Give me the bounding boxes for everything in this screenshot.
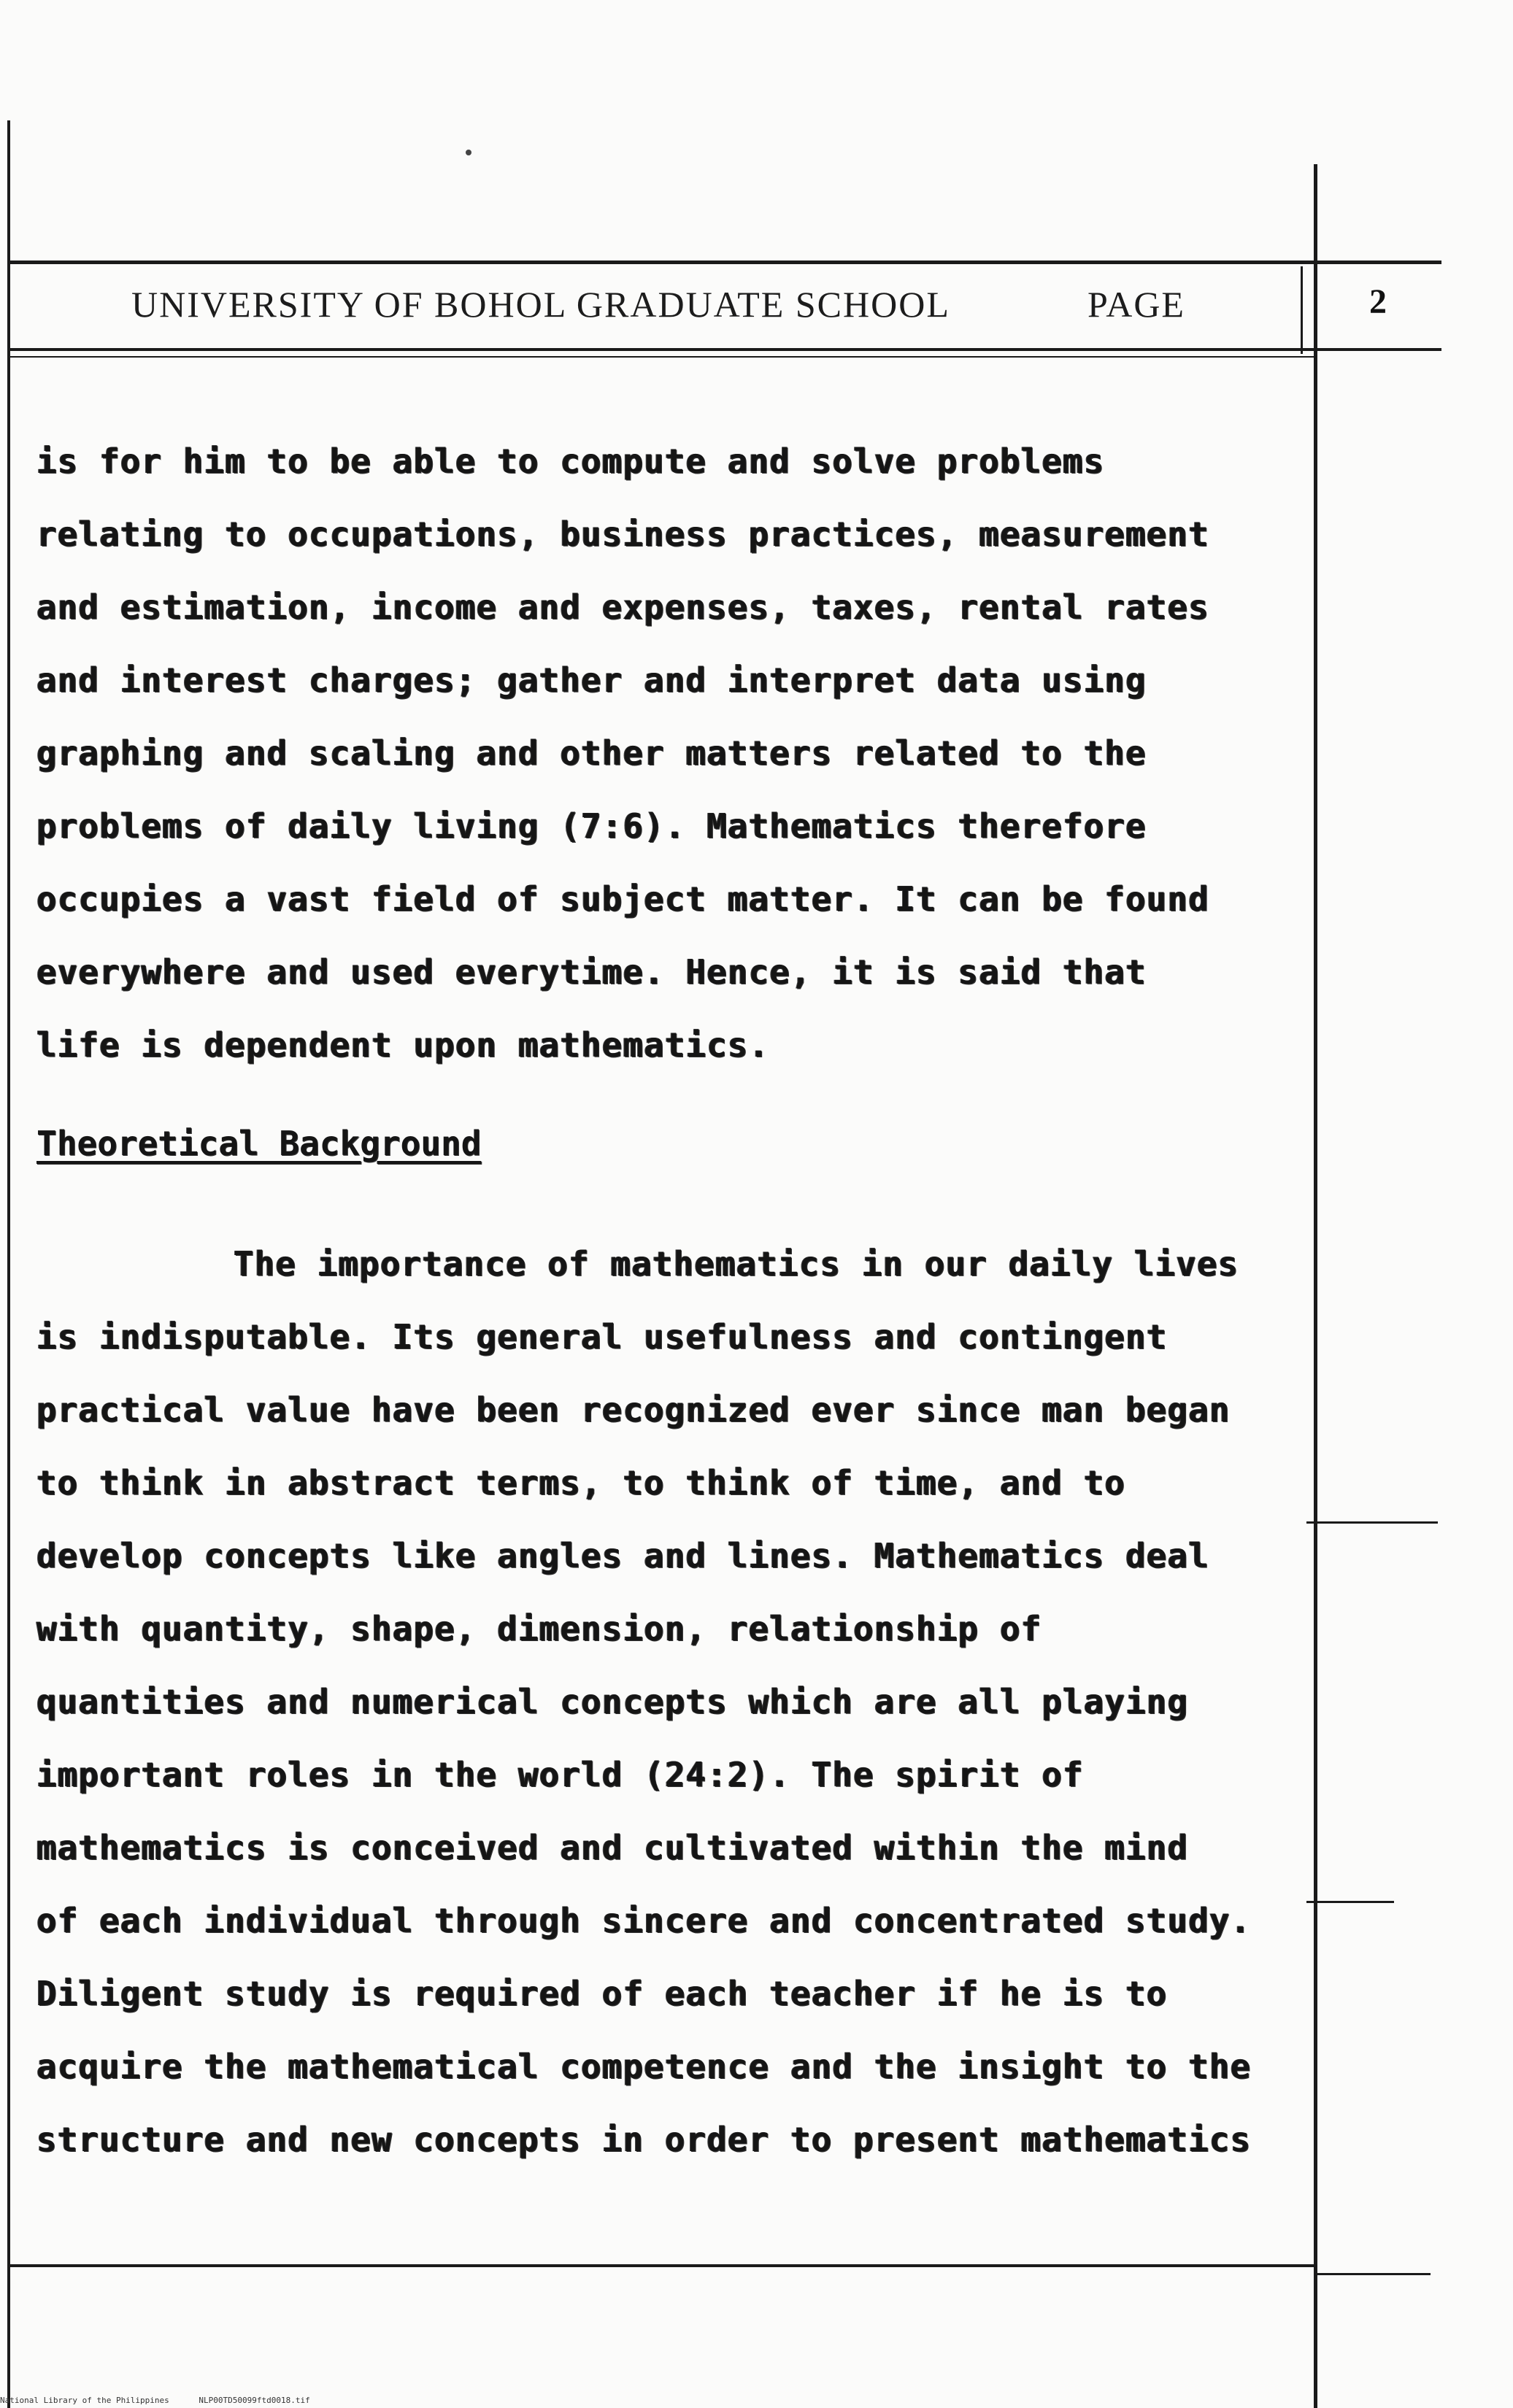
text-line: is indisputable. Its general usefulness and contingent bbox=[36, 1317, 1168, 1357]
text-line: to think in abstract terms, to think of time, and to bbox=[36, 1463, 1126, 1502]
footer-library: National Library of the Philippines bbox=[0, 2396, 169, 2405]
section-heading: Theoretical Background bbox=[36, 1124, 482, 1163]
left-margin-rule bbox=[7, 120, 10, 2408]
outer-right-rule bbox=[1301, 266, 1303, 354]
text-line: develop concepts like angles and lines. Mathematics deal bbox=[36, 1536, 1209, 1575]
text-line: mathematics is conceived and cultivated within the mind bbox=[36, 1828, 1189, 1867]
text-line: is for him to be able to compute and solve problems bbox=[36, 441, 1105, 481]
footer-filename: NLP00TD50099ftd0018.tif bbox=[199, 2396, 310, 2405]
text-line: life is dependent upon mathematics. bbox=[36, 1025, 770, 1065]
footer-rule bbox=[7, 2264, 1314, 2267]
text-line: important roles in the world (24:2). The spirit of bbox=[36, 1755, 1084, 1794]
text-line: occupies a vast field of subject matter. It can be found bbox=[36, 879, 1209, 919]
text-line: structure and new concepts in order to present mathematics bbox=[36, 2120, 1252, 2159]
text-line: acquire the mathematical competence and the insight to the bbox=[36, 2047, 1252, 2086]
text-line: quantities and numerical concepts which are all playing bbox=[36, 1682, 1189, 1721]
text-line: graphing and scaling and other matters related to the bbox=[36, 733, 1147, 773]
text-line: practical value have been recognized ever since man began bbox=[36, 1390, 1231, 1429]
inner-frame-rule bbox=[7, 356, 1317, 358]
margin-tick-lower bbox=[1306, 1901, 1394, 1903]
text-line: and estimation, income and expenses, taxes, rental rates bbox=[36, 587, 1209, 627]
page-number: 2 bbox=[1369, 282, 1387, 321]
header-bottom-rule bbox=[7, 348, 1441, 351]
text-line: of each individual through sincere and concentrated study. bbox=[36, 1901, 1252, 1940]
scan-footer bbox=[0, 2396, 335, 2405]
text-line: relating to occupations, business practices, measurement bbox=[36, 514, 1209, 554]
header-top-rule bbox=[7, 261, 1441, 264]
page-label: PAGE bbox=[1087, 284, 1185, 325]
text-line: Diligent study is required of each teacher if he is to bbox=[36, 1974, 1168, 2013]
margin-tick-upper bbox=[1306, 1521, 1438, 1524]
scan-speck bbox=[466, 150, 471, 155]
text-line: The importance of mathematics in our daily lives bbox=[234, 1244, 1239, 1284]
text-line: everywhere and used everytime. Hence, it is said that bbox=[36, 952, 1147, 992]
text-line: with quantity, shape, dimension, relationship of bbox=[36, 1609, 1042, 1648]
text-line: and interest charges; gather and interpret data using bbox=[36, 660, 1147, 700]
page-header-title: UNIVERSITY OF BOHOL GRADUATE SCHOOL bbox=[131, 284, 950, 325]
right-margin-rule bbox=[1314, 164, 1317, 2408]
text-line: problems of daily living (7:6). Mathematics therefore bbox=[36, 806, 1147, 846]
margin-tick-footer bbox=[1314, 2273, 1431, 2275]
